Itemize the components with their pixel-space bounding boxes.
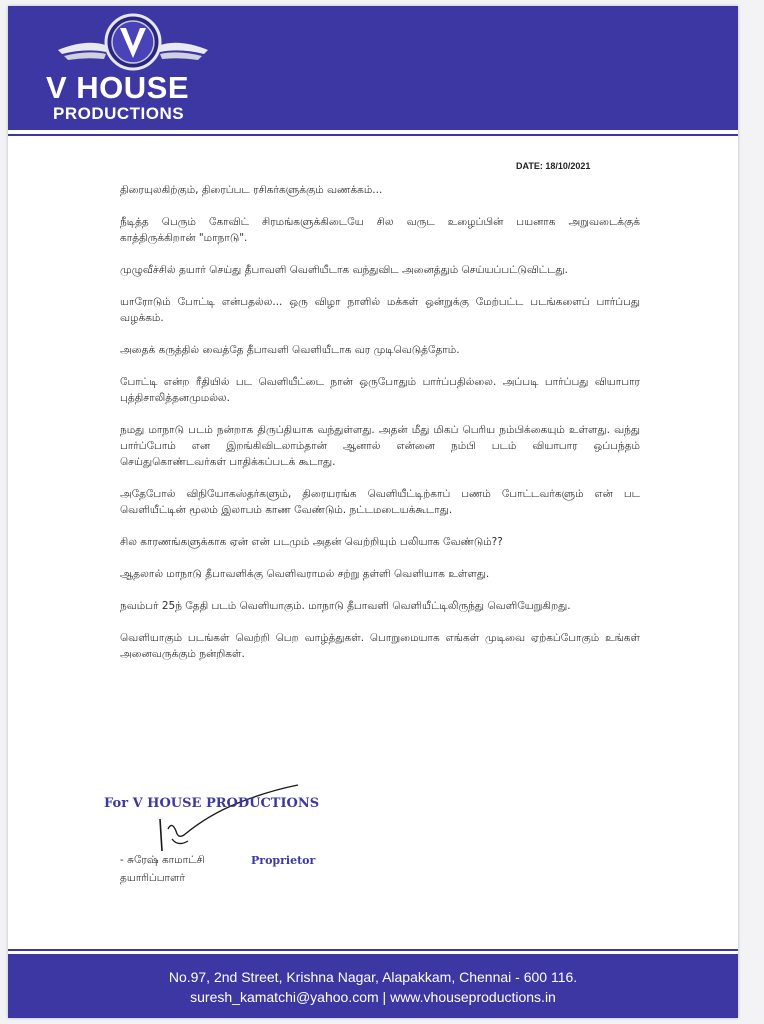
- paragraph: அதைக் கருத்தில் வைத்தே தீபாவளி வெளியீடாக வர முடிவெடுத்தோம்.: [120, 344, 460, 356]
- handwritten-signature: [148, 781, 318, 861]
- footer-address: No.97, 2nd Street, Krishna Nagar, Alapakkam, Chennai - 600 116.: [168, 969, 578, 985]
- paragraph: நமது மாநாடு படம் நன்றாக திருப்தியாக வந்துள்ளது. அதன் மீது மிகப் பெரிய நம்பிக்கையும் உள்ளது. வந்து பார்ப்போம் என இறங்கிவிடலாம்தான் ஆனால் என்னை நம்பி படம் வியாபார ஒப்பந்தம் செய்துகொண்டவர்கள் பாதிக்கப்படக் கூடாது.: [120, 424, 640, 468]
- paragraph: யாரோடும் போட்டி என்பதல்ல... ஒரு விழா நாளில் மக்கள் ஒன்றுக்கு மேற்பட்ட படங்களைப் பார்ப்பது வழக்கம்.: [120, 296, 640, 324]
- footer-contact: suresh_kamatchi@yahoo.com | www.vhouseproductions.in: [190, 989, 556, 1005]
- paragraph: சில காரணங்களுக்காக ஏன் என் படமும் அதன் வெற்றியும் பலியாக வேண்டும்??: [120, 536, 503, 548]
- letter-page: [8, 6, 738, 1018]
- letterhead-banner: [8, 6, 738, 130]
- letter-body: [120, 182, 640, 678]
- paragraph: ஆதலால் மாநாடு தீபாவளிக்கு வெளிவராமல் சற்று தள்ளி வெளியாக உள்ளது.: [120, 568, 490, 580]
- signatory-title: தயாரிப்பாளர்: [120, 872, 185, 884]
- signatory-role-stamp: Proprietor: [251, 854, 316, 867]
- paragraph: வெளியாகும் படங்கள் வெற்றி பெற வாழ்த்துகள். பொறுமையாக எங்கள் முடிவை ஏற்கப்போகும் உங்கள் அனைவருக்கும் நன்றிகள்.: [120, 632, 640, 660]
- header-divider: [8, 134, 738, 136]
- letter-date: DATE: 18/10/2021: [516, 161, 591, 171]
- footer-divider: [8, 949, 738, 951]
- winged-v-emblem-icon: [48, 12, 218, 72]
- paragraph: திரையுலகிற்கும், திரைப்பட ரசிகர்களுக்கும் வணக்கம்...: [120, 184, 383, 196]
- paragraph: முழுவீச்சில் தயார் செய்து தீபாவளி வெளியீடாக வந்துவிட அனைத்தும் செய்யப்பட்டுவிட்டது.: [120, 264, 568, 276]
- brand-name: V HOUSE: [46, 70, 190, 105]
- paragraph: போட்டி என்ற ரீதியில் பட வெளியீட்டை நான் ஒருபோதும் பார்ப்பதில்லை. அப்படி பார்ப்பது வியாபார புத்திசாலித்தனமுமல்ல.: [120, 376, 640, 404]
- signature-company-stamp: For V HOUSE PRODUCTIONS: [104, 796, 320, 811]
- paragraph: அதேபோல் விநியோகஸ்தர்களும், திரையரங்க வெளியீட்டிற்காப் பணம் போட்டவர்களும் என் பட வெளியீட்டின் மூலம் இலாபம் காண வேண்டும். நட்டமடையக்கூடாது.: [120, 488, 640, 516]
- footer-banner: [8, 954, 738, 1018]
- paragraph: நீடித்த பெரும் கோவிட் சிரமங்களுக்கிடையே சில வருட உழைப்பின் பயனாக அறுவடைக்குக் காத்திருக்கிறான் "மாநாடு".: [120, 216, 640, 244]
- signatory-name: - சுரேஷ் காமாட்சி: [120, 854, 205, 866]
- paragraph: நவம்பர் 25ந் தேதி படம் வெளியாகும். மாநாடு தீபாவளி வெளியீட்டிலிருந்து வெளியேறுகிறது.: [120, 600, 571, 612]
- brand-subtitle: PRODUCTIONS: [53, 104, 185, 123]
